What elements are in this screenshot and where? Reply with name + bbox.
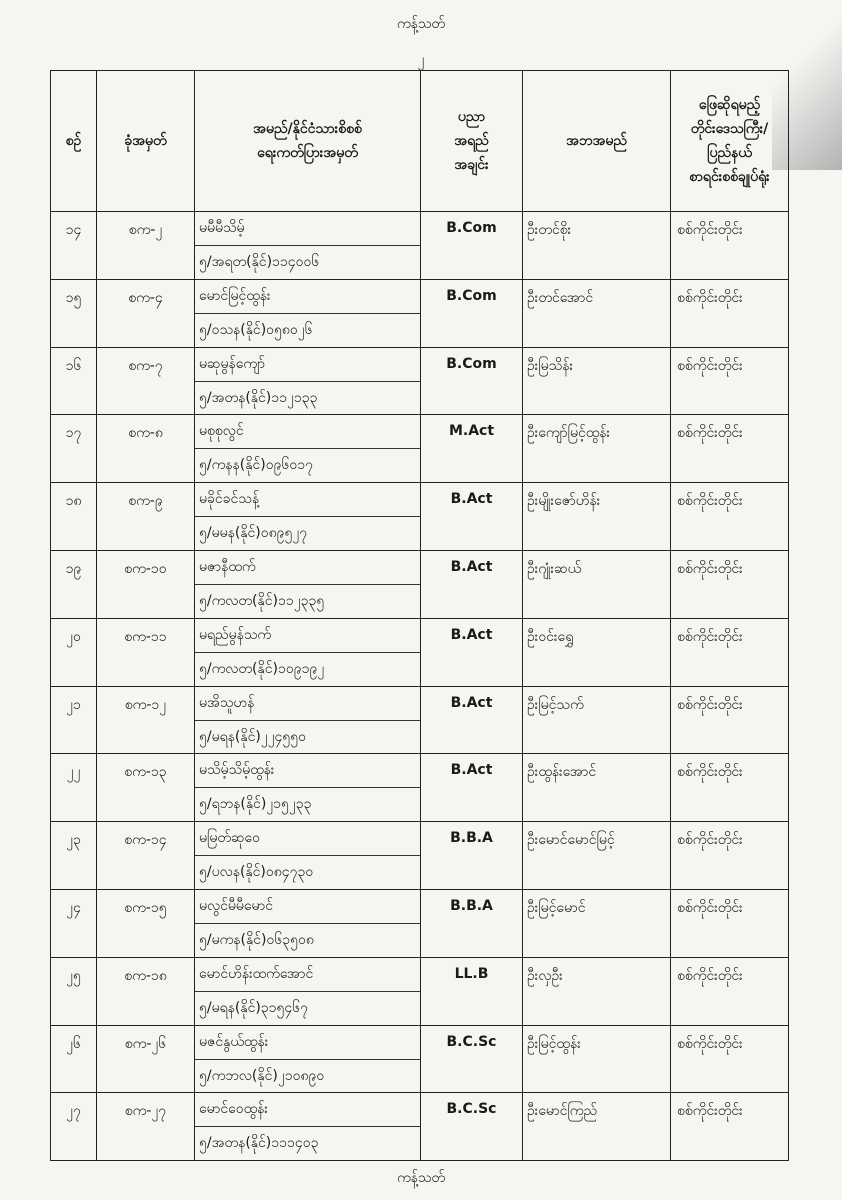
- name-cell: [195, 550, 421, 618]
- exam-office: စစ်ကိုင်းတိုင်း: [671, 754, 789, 822]
- name-cell: [195, 483, 421, 551]
- row-number: ၂၇: [51, 1093, 97, 1161]
- degree: B.Com: [421, 279, 523, 347]
- row-number: ၂၃: [51, 822, 97, 890]
- table-row: [51, 279, 789, 347]
- degree: M.Act: [421, 415, 523, 483]
- nrc-number: ၅/အတန(နိုင်)၁၁၁၄၀၃: [199, 1135, 319, 1152]
- father-name: ဦးကျော်မြင့်ထွန်း: [523, 415, 671, 483]
- row-number: ၁၅: [51, 279, 97, 347]
- name-cell: [195, 754, 421, 822]
- degree: B.B.A: [421, 822, 523, 890]
- header-name: အမည်/နိုင်ငံသားစိစစ် ရေးကတ်ပြားအမှတ်: [195, 71, 421, 212]
- candidate-name: မစုစုလွင်: [195, 415, 420, 449]
- exam-office: စစ်ကိုင်းတိုင်း: [671, 212, 789, 280]
- name-cell: [195, 415, 421, 483]
- row-number: ၁၄: [51, 212, 97, 280]
- row-number: ၂၁: [51, 686, 97, 754]
- seat-number: စက-၂၇: [97, 1093, 195, 1161]
- nrc-number: ၅/ရဘန(နိုင်)၂၁၅၂၃၃: [199, 796, 312, 813]
- candidate-name: မောင်ဟိန်းထက်အောင်: [195, 958, 420, 992]
- row-number: ၁၆: [51, 347, 97, 415]
- exam-office: စစ်ကိုင်းတိုင်း: [671, 957, 789, 1025]
- nrc-number: ၅/ကဘလ(နိုင်)၂၁၀၈၉၀: [199, 1067, 325, 1084]
- seat-number: စက-၈: [97, 415, 195, 483]
- exam-office: စစ်ကိုင်းတိုင်း: [671, 550, 789, 618]
- header-degree: ပညာ အရည် အချင်း: [421, 71, 523, 212]
- seat-number: စက-၁၁: [97, 618, 195, 686]
- seat-number: စက-၇: [97, 347, 195, 415]
- candidate-name: မရည်မွန်သက်: [195, 619, 420, 653]
- table-row: [51, 1093, 789, 1161]
- candidate-name: မဆုမွန်ကျော်: [195, 348, 420, 382]
- seat-number: စက-၂၆: [97, 1025, 195, 1093]
- row-number: ၁၇: [51, 415, 97, 483]
- table-row: [51, 415, 789, 483]
- row-number: ၂၅: [51, 957, 97, 1025]
- row-number: ၁၉: [51, 550, 97, 618]
- name-cell: [195, 1093, 421, 1161]
- father-name: ဦးမြင့်ထွန်း: [523, 1025, 671, 1093]
- degree: B.Act: [421, 618, 523, 686]
- candidate-name: မမီမီသိမ့်: [195, 212, 420, 246]
- father-name: ဦးတင်အောင်: [523, 279, 671, 347]
- name-cell: [195, 618, 421, 686]
- degree: B.Com: [421, 347, 523, 415]
- candidate-name: မောင်မြင့်ထွန်း: [195, 280, 420, 314]
- degree: B.B.A: [421, 889, 523, 957]
- row-number: ၂၂: [51, 754, 97, 822]
- father-name: ဦးမြသိန်း: [523, 347, 671, 415]
- father-name: ဦးဂျုံးဆယ်: [523, 550, 671, 618]
- header-code: ခုံအမှတ်: [97, 71, 195, 212]
- father-name: ဦးထွန်းအောင်: [523, 754, 671, 822]
- name-cell: [195, 279, 421, 347]
- seat-number: စက-၁၈: [97, 957, 195, 1025]
- name-cell: [195, 347, 421, 415]
- seat-number: စက-၁၀: [97, 550, 195, 618]
- row-number: ၂၄: [51, 889, 97, 957]
- nrc-number: ၅/မရန(နိုင်)၃၁၅၄၆၇: [199, 999, 309, 1016]
- exam-office: စစ်ကိုင်းတိုင်း: [671, 279, 789, 347]
- candidate-name: မခိုင်ခင်သန့်: [195, 483, 420, 517]
- candidate-name: မလွင်မီမီမောင်: [195, 890, 420, 924]
- candidate-table: [50, 70, 789, 1161]
- header-status: ဖြေဆိုရမည့် တိုင်းဒေသကြီး/ ပြည်နယ် စာရင်းစစ်ချုပ်ရုံး: [671, 71, 789, 212]
- name-cell: [195, 889, 421, 957]
- nrc-number: ၅/အရတ(နိုင်)၁၁၄၀၀၆: [199, 254, 320, 270]
- exam-office: စစ်ကိုင်းတိုင်း: [671, 415, 789, 483]
- degree: B.Act: [421, 686, 523, 754]
- row-number: ၂၀: [51, 618, 97, 686]
- nrc-number: ၅/ဝသန(နိုင်)၀၅၈၀၂၆: [199, 321, 313, 338]
- nrc-number: ၅/ကလတ(နိုင်)၁၁၂၃၃၅: [199, 592, 325, 609]
- father-name: ဦးတင်စိုး: [523, 212, 671, 280]
- table-row: [51, 889, 789, 957]
- exam-office: စစ်ကိုင်းတိုင်း: [671, 1093, 789, 1161]
- exam-office: စစ်ကိုင်းတိုင်း: [671, 686, 789, 754]
- header-no: စဉ်: [51, 71, 97, 212]
- header-father: အဘအမည်: [523, 71, 671, 212]
- table-row: [51, 1025, 789, 1093]
- degree: B.Act: [421, 483, 523, 551]
- candidate-name: မောင်ဝေထွန်း: [195, 1093, 420, 1127]
- name-cell: [195, 212, 421, 280]
- father-name: ဦးမြင့်သက်: [523, 686, 671, 754]
- candidate-name: မဇင်နွယ်ထွန်း: [195, 1026, 420, 1060]
- degree: LL.B: [421, 957, 523, 1025]
- row-number: ၁၈: [51, 483, 97, 551]
- table-row: [51, 618, 789, 686]
- table-row: [51, 686, 789, 754]
- restricted-header: ကန့်သတ်: [396, 16, 446, 32]
- exam-office: စစ်ကိုင်းတိုင်း: [671, 1025, 789, 1093]
- father-name: ဦးမျိုးဇော်ဟိန်း: [523, 483, 671, 551]
- candidate-name: မဇာနီထက်: [195, 551, 420, 585]
- candidate-name: မအိသူဟန်: [195, 687, 420, 721]
- nrc-number: ၅/ကလတ(နိုင်)၁၀၉၁၉၂: [199, 660, 325, 677]
- table-row: [51, 822, 789, 890]
- degree: B.C.Sc: [421, 1093, 523, 1161]
- exam-office: စစ်ကိုင်းတိုင်း: [671, 347, 789, 415]
- nrc-number: ၅/မကန(နိုင်)၀၆၃၅၀၈: [199, 931, 314, 948]
- seat-number: စက-၉: [97, 483, 195, 551]
- name-cell: [195, 686, 421, 754]
- candidate-name: မသိမ့်သိမ့်ထွန်း: [195, 754, 420, 788]
- father-name: ဦးမြင့်မောင်: [523, 889, 671, 957]
- father-name: ဦးမောင်ကြည်: [523, 1093, 671, 1161]
- nrc-number: ၅/မမန(နိုင်)၀၈၉၅၂၇: [199, 525, 308, 542]
- restricted-footer: ကန့်သတ်: [396, 1170, 446, 1186]
- nrc-number: ၅/ပလန(နိုင်)၀၈၄၇၃၀: [199, 864, 314, 881]
- seat-number: စက-၁၂: [97, 686, 195, 754]
- exam-office: စစ်ကိုင်းတိုင်း: [671, 483, 789, 551]
- father-name: ဦးလှဦး: [523, 957, 671, 1025]
- table-row: [51, 347, 789, 415]
- seat-number: စက-၁၅: [97, 889, 195, 957]
- nrc-number: ၅/အတန(နိုင်)၁၁၂၁၃၃: [199, 389, 318, 406]
- row-number: ၂၆: [51, 1025, 97, 1093]
- table-row: [51, 957, 789, 1025]
- table-row: [51, 483, 789, 551]
- table-header: [51, 71, 789, 212]
- degree: B.Com: [421, 212, 523, 280]
- exam-office: စစ်ကိုင်းတိုင်း: [671, 889, 789, 957]
- seat-number: စက-၁၄: [97, 822, 195, 890]
- name-cell: [195, 822, 421, 890]
- seat-number: စက-၂: [97, 212, 195, 280]
- nrc-number: ၅/ကနန(နိုင်)၀၉၆၀၁၇: [199, 457, 313, 474]
- father-name: ဦးဝင်းရွှေ: [523, 618, 671, 686]
- name-cell: [195, 1025, 421, 1093]
- father-name: ဦးမောင်မောင်မြင့်: [523, 822, 671, 890]
- table-row: [51, 754, 789, 822]
- table-row: [51, 550, 789, 618]
- table-row: [51, 212, 789, 280]
- page-number: ၂: [417, 52, 425, 68]
- degree: B.C.Sc: [421, 1025, 523, 1093]
- seat-number: စက-၄: [97, 279, 195, 347]
- name-cell: [195, 957, 421, 1025]
- seat-number: စက-၁၃: [97, 754, 195, 822]
- exam-office: စစ်ကိုင်းတိုင်း: [671, 822, 789, 890]
- candidate-name: မမြတ်ဆုဝေ: [195, 822, 420, 856]
- nrc-number: ၅/မရန(နိုင်)၂၂၄၅၅၀: [199, 728, 307, 745]
- degree: B.Act: [421, 550, 523, 618]
- table-body: [51, 212, 789, 1161]
- exam-office: စစ်ကိုင်းတိုင်း: [671, 618, 789, 686]
- degree: B.Act: [421, 754, 523, 822]
